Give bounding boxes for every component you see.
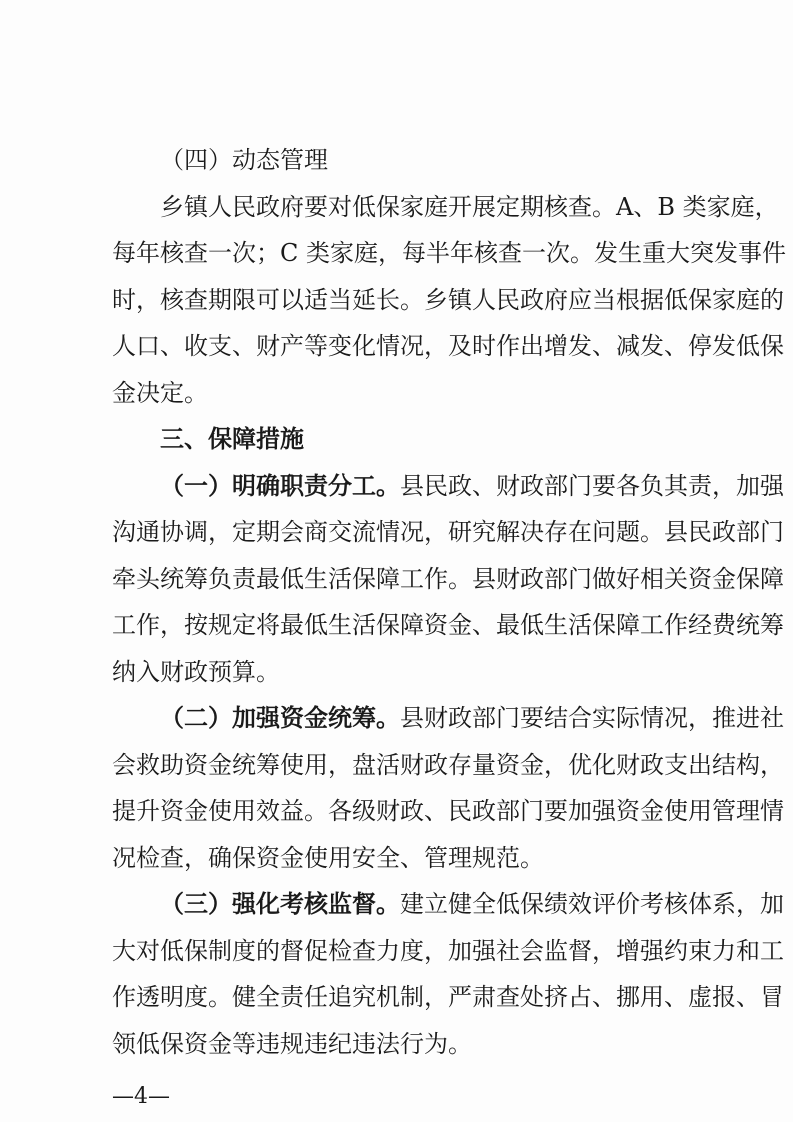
paragraph-first-line xyxy=(160,890,784,918)
paragraph-line: 工作，按规定将最低生活保障资金、最低生活保障工作经费统筹 xyxy=(112,611,784,639)
section-heading-dynamic-management: （四）动态管理 xyxy=(160,146,328,174)
paragraph-line: 大对低保制度的督促检查力度，加强社会监督，增强约束力和工 xyxy=(112,937,784,965)
item-lead-clarify-duties: （一）明确职责分工。 xyxy=(160,472,400,500)
paragraph-line: 况检查，确保资金使用安全、管理规范。 xyxy=(112,844,544,872)
item-first-line-rest: 建立健全低保绩效评价考核体系，加 xyxy=(400,890,784,918)
paragraph-line: 时，核查期限可以适当延长。乡镇人民政府应当根据低保家庭的 xyxy=(112,286,784,314)
section-heading-safeguard-measures: 三、保障措施 xyxy=(160,425,304,453)
item-lead-fund-coordination: （二）加强资金统筹。 xyxy=(160,704,400,732)
paragraph-line: 每年核查一次；C 类家庭，每半年核查一次。发生重大突发事件 xyxy=(112,239,786,267)
paragraph-line: 纳入财政预算。 xyxy=(112,658,280,686)
item-first-line-rest: 县财政部门要结合实际情况，推进社 xyxy=(400,704,784,732)
page-number: —4— xyxy=(112,1084,170,1109)
paragraph-line: 牵头统筹负责最低生活保障工作。县财政部门做好相关资金保障 xyxy=(112,565,784,593)
paragraph-line: 人口、收支、财产等变化情况，及时作出增发、减发、停发低保 xyxy=(112,332,784,360)
paragraph-line: 金决定。 xyxy=(112,379,208,407)
paragraph-line: 乡镇人民政府要对低保家庭开展定期核查。A、B 类家庭， xyxy=(160,193,779,221)
paragraph-first-line xyxy=(160,704,784,732)
paragraph-line: 作透明度。健全责任追究机制，严肃查处挤占、挪用、虚报、冒 xyxy=(112,983,784,1011)
item-first-line-rest: 县民政、财政部门要各负其责，加强 xyxy=(400,472,784,500)
paragraph-first-line xyxy=(160,472,784,500)
paragraph-line: 领低保资金等违规违纪违法行为。 xyxy=(112,1030,472,1058)
paragraph-line: 会救助资金统筹使用，盘活财政存量资金，优化财政支出结构， xyxy=(112,751,784,779)
paragraph-line: 提升资金使用效益。各级财政、民政部门要加强资金使用管理情 xyxy=(112,797,784,825)
item-lead-assessment-supervision: （三）强化考核监督。 xyxy=(160,890,400,918)
paragraph-line: 沟通协调，定期会商交流情况，研究解决存在问题。县民政部门 xyxy=(112,518,784,546)
